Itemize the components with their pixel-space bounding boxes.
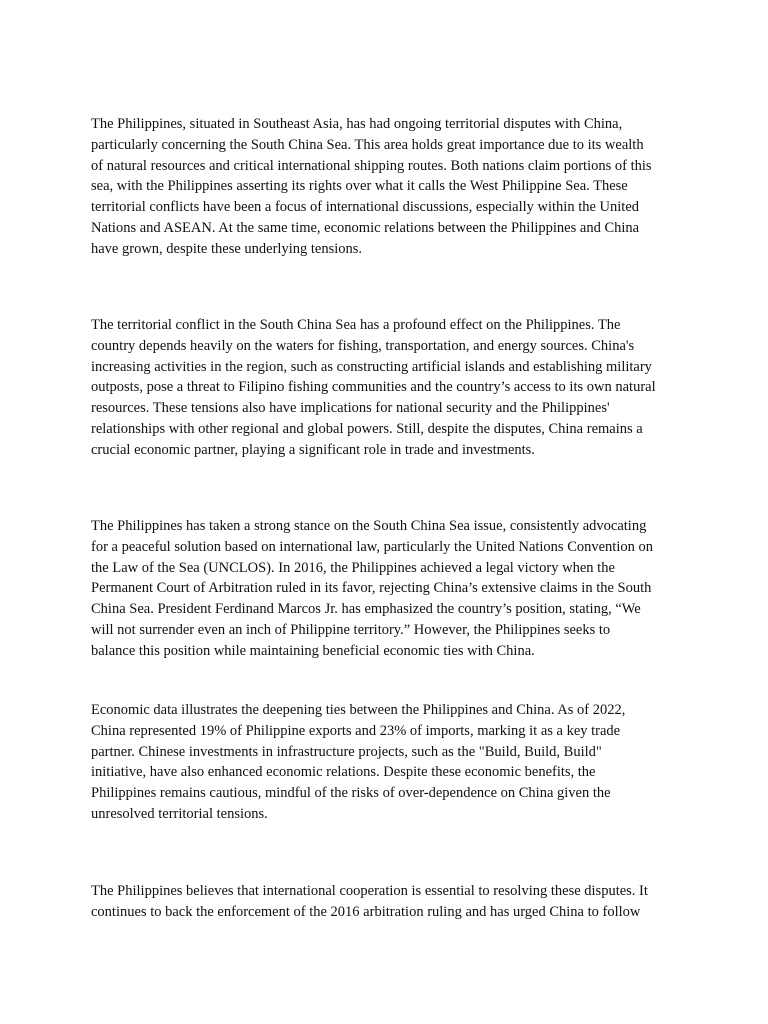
text-line: Permanent Court of Arbitration ruled in its favor, rejecting China’s extensive claims in the South bbox=[91, 580, 652, 597]
text-line: relationships with other regional and global powers. Still, despite the disputes, China remains a bbox=[91, 420, 643, 437]
text-line: partner. Chinese investments in infrastructure projects, such as the "Build, Build, Build" bbox=[91, 743, 602, 760]
text-line: Economic data illustrates the deepening ties between the Philippines and China. As of 2022, bbox=[91, 702, 626, 718]
text-line: increasing activities in the region, such as constructing artificial islands and establishing military bbox=[91, 358, 652, 375]
text-line: Nations and ASEAN. At the same time, economic relations between the Philippines and China bbox=[91, 219, 640, 236]
text-line: have grown, despite these underlying tensions. bbox=[91, 240, 363, 257]
text-line: resources. These tensions also have implications for national security and the Philippines' bbox=[91, 400, 610, 417]
text-line: China represented 19% of Philippine exports and 23% of imports, marking it as a key trade bbox=[91, 722, 621, 739]
text-line: crucial economic partner, playing a significant role in trade and investments. bbox=[91, 441, 535, 458]
text-line: balance this position while maintaining beneficial economic ties with China. bbox=[91, 642, 535, 659]
text-line: unresolved territorial tensions. bbox=[91, 805, 268, 822]
text-line: of natural resources and critical international shipping routes. Both nations claim portions of this bbox=[91, 157, 652, 174]
text-line: will not surrender even an inch of Philippine territory.” However, the Philippines seeks to bbox=[91, 621, 611, 638]
text-line: sea, with the Philippines asserting its rights over what it calls the West Philippine Sea. These bbox=[91, 178, 628, 195]
paragraph-international-cooperation bbox=[91, 881, 691, 923]
text-line: the Law of the Sea (UNCLOS). In 2016, the Philippines achieved a legal victory when the bbox=[91, 559, 615, 576]
text-line: initiative, have also enhanced economic relations. Despite these economic benefits, the bbox=[91, 764, 596, 781]
text-line: The Philippines has taken a strong stance on the South China Sea issue, consistently advocating bbox=[91, 518, 647, 534]
text-line: country depends heavily on the waters for fishing, transportation, and energy sources. China's bbox=[91, 337, 635, 354]
text-line: continues to back the enforcement of the 2016 arbitration ruling and has urged China to follow bbox=[91, 903, 641, 920]
text-line: The territorial conflict in the South China Sea has a profound effect on the Philippines. The bbox=[91, 317, 621, 333]
paragraph-economic-data bbox=[91, 700, 691, 825]
paragraph-stance bbox=[91, 516, 691, 662]
paragraph-intro bbox=[91, 114, 691, 260]
text-line: The Philippines believes that international cooperation is essential to resolving these disputes. It bbox=[91, 883, 648, 899]
text-line: territorial conflicts have been a focus of international discussions, especially within the United bbox=[91, 199, 640, 216]
text-line: The Philippines, situated in Southeast Asia, has had ongoing territorial disputes with China, bbox=[91, 116, 623, 132]
text-line: China Sea. President Ferdinand Marcos Jr. has emphasized the country’s position, stating, “We bbox=[91, 601, 641, 618]
text-line: outposts, pose a threat to Filipino fishing communities and the country’s access to its own natural bbox=[91, 379, 656, 396]
text-line: particularly concerning the South China Sea. This area holds great importance due to its wealth bbox=[91, 136, 644, 153]
text-line: Philippines remains cautious, mindful of the risks of over-dependence on China given the bbox=[91, 785, 611, 802]
paragraph-territorial-impact bbox=[91, 315, 691, 461]
text-line: for a peaceful solution based on international law, particularly the United Nations Convention on bbox=[91, 538, 653, 555]
